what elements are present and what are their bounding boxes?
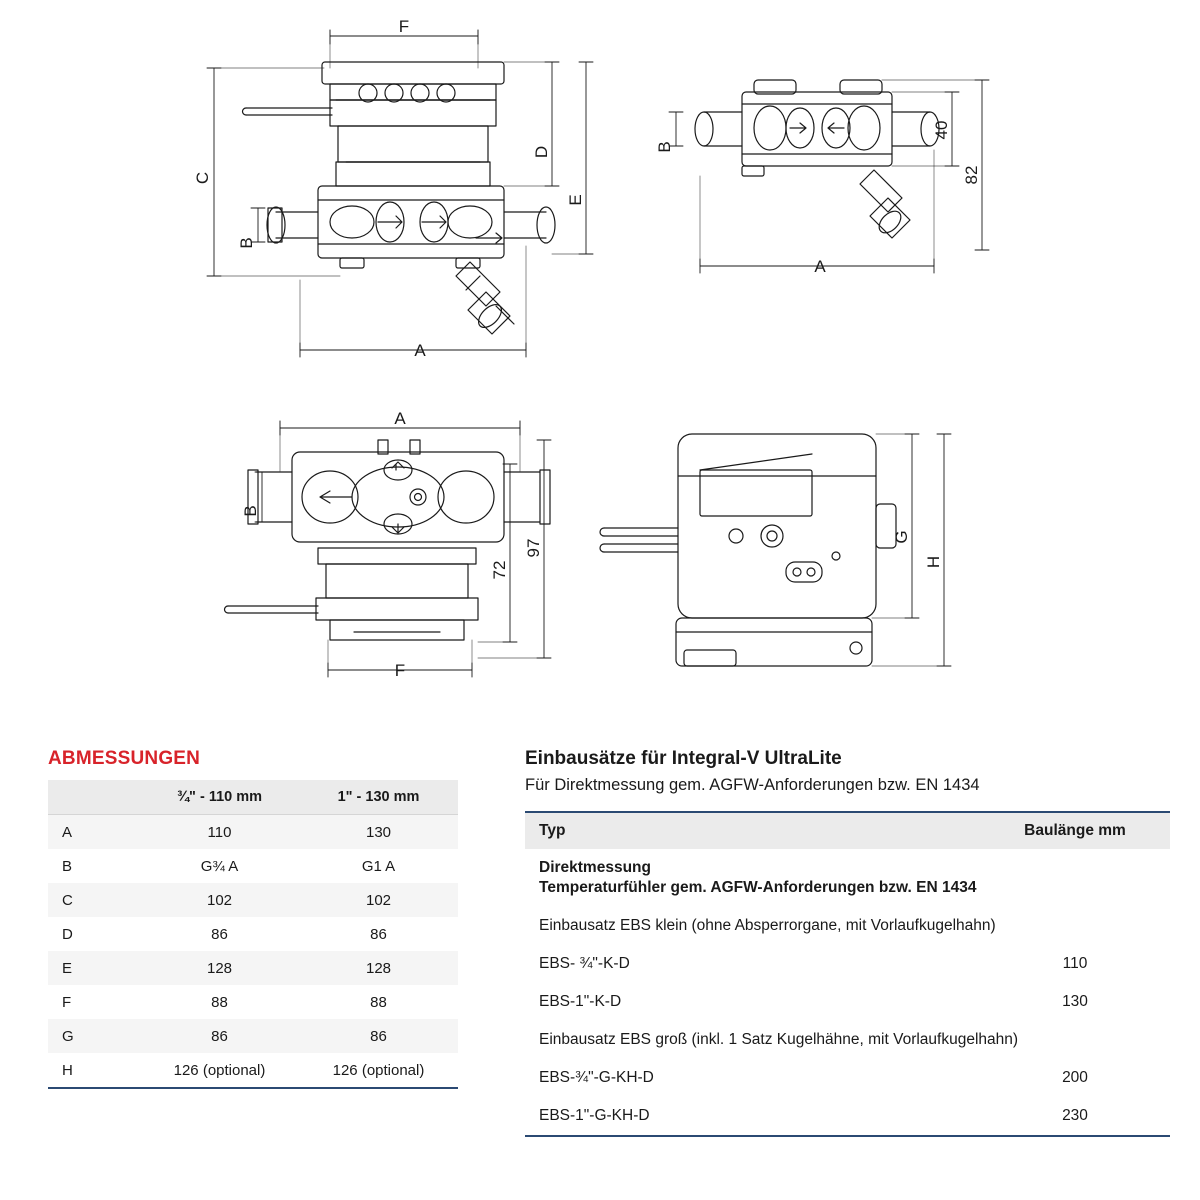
svg-text:40: 40: [932, 120, 951, 140]
dim-lines-top-left: [207, 30, 593, 357]
dimensions-section: [0, 748, 470, 1200]
table-row: [525, 983, 1170, 1021]
drawing-top-right: [695, 80, 939, 238]
column-header-size-1: 1" - 130 mm: [299, 780, 458, 815]
table-row: [48, 1019, 458, 1053]
svg-text:D: D: [532, 145, 551, 159]
dim-label: F: [62, 993, 72, 1011]
svg-text:F: F: [398, 17, 410, 36]
dim-value-34: 126 (optional): [140, 1053, 299, 1088]
dim-value-1: 128: [365, 959, 392, 977]
dim-label: G: [62, 1027, 74, 1045]
dim-value-1: 102: [365, 891, 392, 909]
dim-value-34: 88: [211, 993, 228, 1011]
dim-value-34: 128: [206, 959, 233, 977]
set-type: EBS- ¾"-K-D: [539, 955, 630, 972]
svg-text:82: 82: [962, 165, 981, 185]
column-header-typ: Typ: [525, 812, 980, 849]
column-header-blank: [48, 780, 140, 815]
dim-label: E: [62, 959, 73, 977]
svg-text:G: G: [892, 530, 911, 544]
group-heading-row: [525, 849, 1170, 879]
dim-value-1: 130: [365, 823, 392, 841]
installation-sets-section: [470, 748, 1200, 1200]
section-heading-large: [525, 1021, 1170, 1059]
drawing-bottom-left: [225, 440, 551, 640]
svg-text:A: A: [394, 409, 406, 428]
svg-text:72: 72: [490, 560, 509, 580]
table-row: [48, 815, 458, 850]
set-length: 110: [1062, 955, 1088, 972]
table-row: [48, 951, 458, 985]
svg-text:97: 97: [524, 538, 543, 558]
section-label-small: Einbausatz EBS klein (ohne Absperrorgane, mit Vorlaufkugelhahn): [539, 917, 996, 934]
section-label-large: Einbausatz EBS groß (inkl. 1 Satz Kugelhähne, mit Vorlaufkugelhahn): [539, 1031, 1019, 1048]
dim-lines-top-right: [669, 80, 989, 273]
svg-text:B: B: [237, 237, 256, 249]
table-row: [48, 849, 458, 883]
svg-text:B: B: [241, 505, 260, 517]
dim-value-34: 86: [211, 925, 228, 943]
dim-value-1: 86: [370, 925, 387, 943]
dim-value-1: 86: [370, 1027, 387, 1045]
set-type: EBS-1"-G-KH-D: [525, 1097, 980, 1136]
dim-label: C: [62, 891, 73, 909]
set-length: 130: [1062, 993, 1088, 1010]
dim-label: B: [62, 857, 73, 875]
group-heading-row-2: [525, 879, 1170, 907]
dim-value-1: 126 (optional): [299, 1053, 458, 1088]
sets-subtitle: Für Direktmessung gem. AGFW-Anforderungen bzw. EN 1434: [525, 776, 980, 794]
dim-lines-bottom-left: [255, 421, 551, 677]
svg-text:E: E: [566, 194, 585, 206]
set-type: EBS-¾"-G-KH-D: [539, 1069, 654, 1086]
set-length: 200: [1062, 1069, 1088, 1086]
table-header-row: [525, 812, 1170, 849]
svg-text:C: C: [193, 171, 212, 185]
dim-value-1: G1 A: [361, 857, 396, 875]
dim-value-34: G¾ A: [200, 857, 239, 875]
dim-lines-bottom-right: [872, 434, 951, 666]
svg-text:B: B: [655, 141, 674, 153]
dimensions-title: ABMESSUNGEN: [48, 748, 201, 769]
table-row: [525, 1059, 1170, 1097]
drawing-top-left: [243, 62, 555, 334]
dim-label: A: [62, 823, 73, 841]
svg-text:F: F: [394, 661, 406, 680]
dim-text-bottom-right: [892, 530, 943, 568]
dim-value-34: 86: [211, 1027, 228, 1045]
set-length: 230: [980, 1097, 1170, 1136]
drawing-bottom-right: [600, 434, 896, 666]
table-row: [48, 985, 458, 1019]
sets-table: [525, 811, 1170, 1137]
dim-value-1: 88: [370, 993, 387, 1011]
table-row: [525, 945, 1170, 983]
svg-text:A: A: [414, 341, 426, 360]
dim-value-34: 102: [206, 891, 233, 909]
group-heading-line1: Direktmessung: [539, 859, 651, 876]
table-header-row: [48, 780, 458, 815]
table-row: [525, 1097, 1170, 1136]
dim-value-34: 110: [207, 823, 232, 841]
dim-text-bottom-left: [241, 409, 543, 680]
specifications-area: [0, 748, 1200, 1200]
column-header-size-34: ¾" - 110 mm: [140, 780, 299, 815]
dimensions-table: [48, 780, 458, 1089]
dim-label: D: [62, 925, 73, 943]
dim-label: H: [48, 1053, 140, 1088]
table-row: [48, 917, 458, 951]
svg-text:H: H: [924, 555, 943, 569]
column-header-baulaenge: Baulänge mm: [980, 812, 1170, 849]
dim-text-top-right: [655, 121, 981, 276]
table-row: [48, 883, 458, 917]
sets-title: Einbausätze für Integral-V UltraLite: [525, 748, 842, 769]
section-heading-small: [525, 907, 1170, 945]
set-type: EBS-1"-K-D: [539, 993, 622, 1010]
table-row: [48, 1053, 458, 1088]
svg-text:A: A: [814, 257, 826, 276]
group-heading-line2: Temperaturfühler gem. AGFW-Anforderungen bzw. EN 1434: [539, 879, 977, 896]
